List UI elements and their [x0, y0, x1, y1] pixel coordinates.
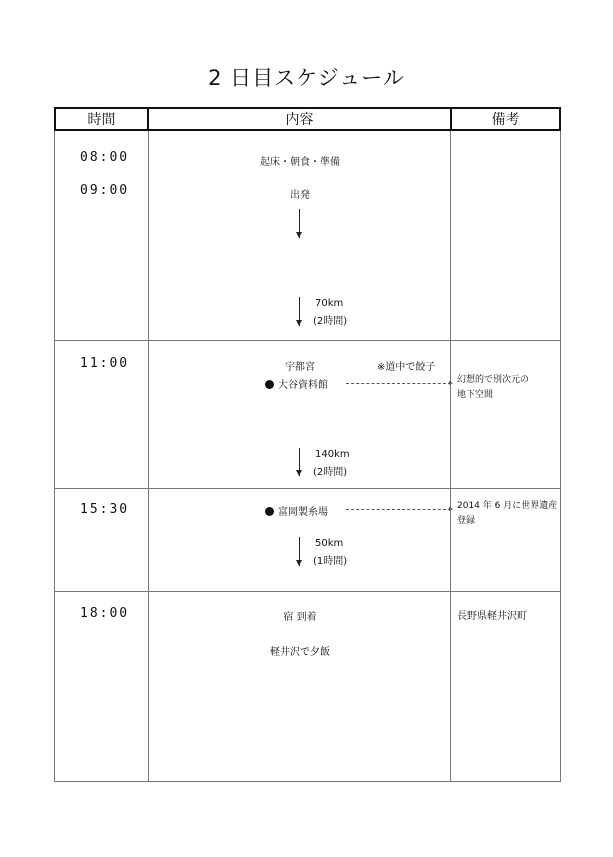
note-inn: 長野県軽井沢町 [457, 611, 527, 622]
bullet-icon [265, 380, 274, 389]
note-gyoza: ※道中で餃子 [377, 362, 436, 373]
activity-inn: 宿 到着 [283, 612, 317, 623]
activity-depart: 出発 [290, 190, 310, 201]
note-tomioka-1: 2014 年 6 月に世界遺産 [457, 501, 558, 511]
down-arrow-icon [296, 297, 304, 326]
row-divider [54, 488, 561, 489]
header-time: 時間 [54, 107, 149, 131]
time-0900: 09:00 [80, 183, 130, 198]
time-1530: 15:30 [80, 502, 130, 517]
header-notes: 備考 [450, 107, 561, 131]
place-oya-label: 大谷資料館 [278, 380, 328, 391]
header-content: 内容 [147, 107, 452, 131]
activity-dinner: 軽井沢で夕飯 [270, 647, 330, 658]
place-tomioka [265, 503, 328, 518]
bullet-icon [265, 507, 274, 516]
time-1800: 18:00 [80, 606, 130, 621]
schedule-table [54, 107, 561, 782]
row-divider [54, 591, 561, 592]
place-utsunomiya: 宇都宮 [285, 362, 315, 373]
table-border-bottom [54, 781, 561, 782]
duration-2h: (2時間) [313, 467, 348, 478]
note-tomioka-2: 登録 [457, 516, 476, 526]
time-0800: 08:00 [80, 150, 130, 165]
time-1100: 11:00 [80, 356, 130, 371]
page-title: 2 日目スケジュール [208, 66, 405, 90]
row-divider [54, 340, 561, 341]
place-oya [265, 376, 328, 391]
table-border-left [54, 131, 55, 782]
duration-2h: (2時間) [313, 316, 348, 327]
column-divider [148, 131, 149, 782]
note-oya-2: 地下空間 [457, 390, 494, 400]
distance-140km: 140km [315, 449, 350, 460]
note-oya-1: 幻想的で別次元の [457, 375, 530, 385]
table-border-right [560, 131, 561, 782]
dashed-arrow-icon [346, 509, 451, 510]
down-arrow-icon [296, 448, 304, 476]
place-tomioka-label: 富岡製糸場 [278, 507, 328, 518]
down-arrow-icon [296, 209, 304, 238]
down-arrow-icon [296, 537, 304, 566]
column-divider [450, 131, 451, 782]
distance-50km: 50km [315, 538, 344, 549]
distance-70km: 70km [315, 298, 344, 309]
dashed-arrow-icon [346, 383, 451, 384]
activity-wake: 起床・朝食・準備 [260, 157, 340, 168]
duration-1h: (1時間) [313, 556, 348, 567]
